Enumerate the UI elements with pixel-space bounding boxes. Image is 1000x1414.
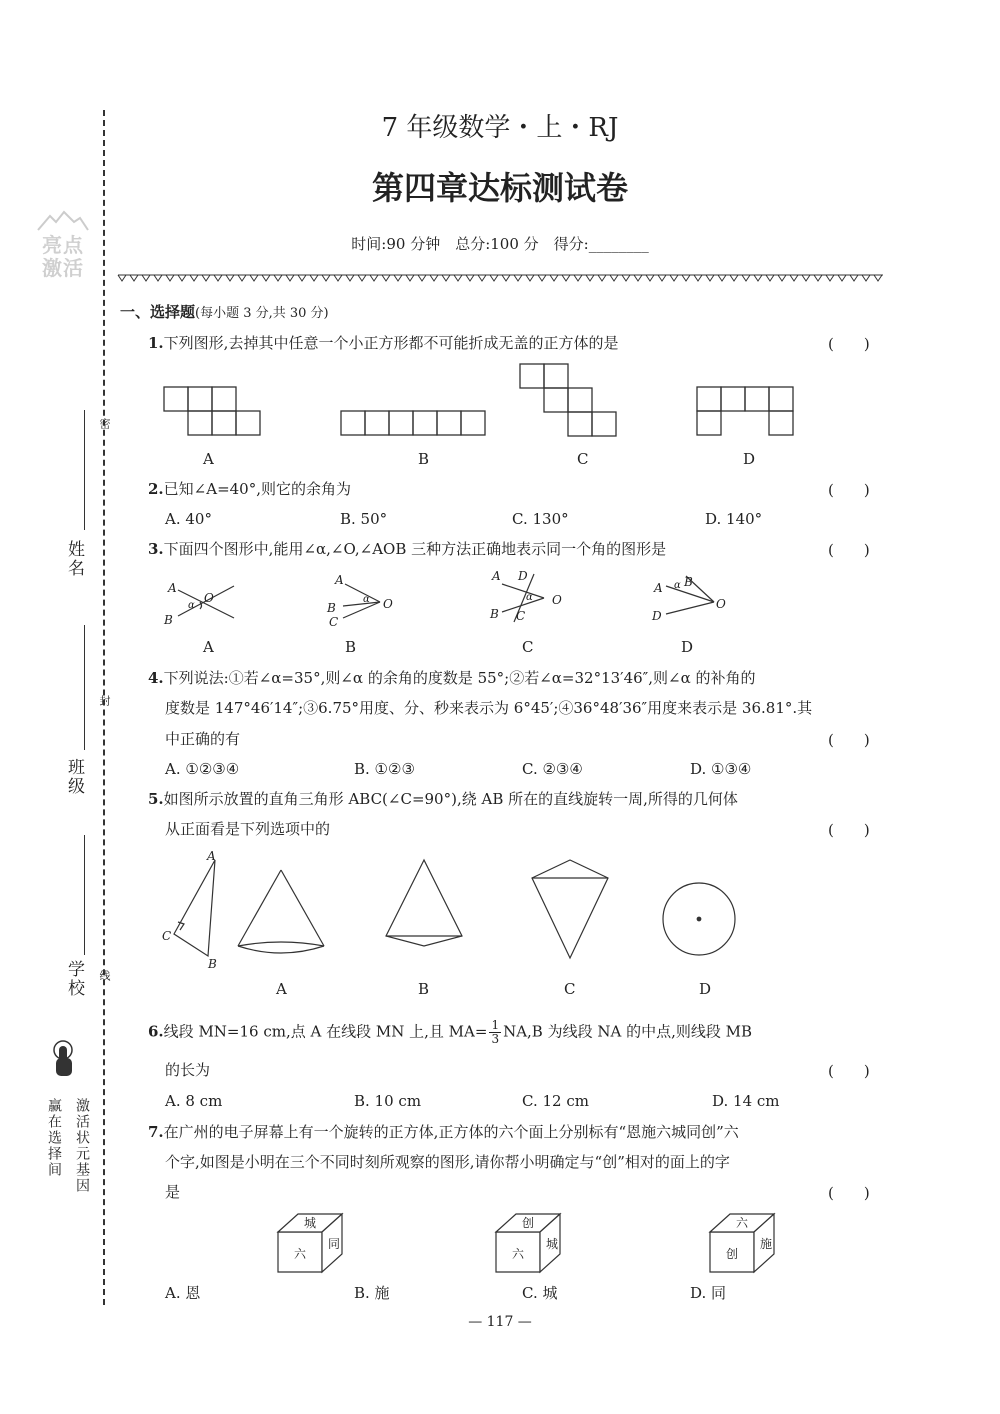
- q2-number: 2.: [148, 480, 164, 498]
- svg-text:D: D: [518, 569, 528, 583]
- q6-line1: [148, 1019, 752, 1046]
- q1-label-c: C: [577, 450, 589, 468]
- q6-stem-1a: 线段 MN=16 cm,点 A 在线段 MN 上,且 MA=: [163, 1022, 488, 1041]
- svg-text:B: B: [684, 575, 693, 589]
- q3-label-d: D: [681, 638, 694, 656]
- q5-stem-1: 如图所示放置的直角三角形 ABC(∠C=90°),绕 AB 所在的直线旋转一周,所得的几何体: [163, 790, 738, 808]
- q4-number: 4.: [148, 669, 164, 687]
- school-label: 学校: [64, 960, 84, 998]
- svg-text:A: A: [654, 581, 663, 595]
- q1-label-d: D: [743, 450, 756, 468]
- cube-drawing: [708, 1212, 780, 1274]
- q1-text: [148, 333, 618, 353]
- svg-text:O: O: [552, 593, 562, 607]
- q7-option-c[interactable]: C. 城: [522, 1284, 558, 1302]
- q2-answer-paren[interactable]: ( ): [828, 481, 870, 499]
- q3-number: 3.: [148, 540, 164, 558]
- q3-figure-a: [160, 572, 250, 632]
- svg-text:α: α: [674, 580, 681, 591]
- exam-info: 时间:90 分钟 总分:100 分 得分:________: [351, 235, 649, 253]
- q4-option-b[interactable]: B. ①②③: [354, 760, 415, 778]
- seal-feng: 封: [98, 695, 111, 708]
- q7-cube-2: [494, 1212, 566, 1278]
- svg-text:O: O: [716, 597, 726, 611]
- class-label: 班级: [64, 758, 84, 796]
- svg-text:B: B: [327, 601, 336, 615]
- q4-option-d[interactable]: D. ①③④: [690, 760, 752, 778]
- q5-label-a: A: [276, 980, 287, 998]
- q7-answer-paren[interactable]: ( ): [828, 1184, 870, 1202]
- q1-figure-c: [520, 364, 620, 439]
- svg-text:B: B: [164, 613, 173, 627]
- cube-front-face: 创: [726, 1247, 739, 1261]
- svg-text:B: B: [490, 607, 499, 621]
- q3-label-a: A: [203, 638, 214, 656]
- q6-frac-num: 1: [491, 1018, 500, 1032]
- subtitle: 7 年级数学・上・RJ: [381, 113, 619, 143]
- q1-label-b: B: [418, 450, 430, 468]
- cube-front-face: 六: [512, 1247, 525, 1261]
- q6-option-b[interactable]: B. 10 cm: [354, 1092, 422, 1110]
- q7-number: 7.: [148, 1123, 164, 1141]
- q3-figure-c: [488, 568, 578, 628]
- q7-line3: 是: [165, 1183, 181, 1201]
- cube-side-face: 城: [546, 1237, 559, 1251]
- q5-number: 5.: [148, 790, 164, 808]
- section-title: 一、选择题: [120, 303, 196, 321]
- svg-text:O: O: [204, 591, 214, 605]
- q1-label-a: A: [203, 450, 214, 468]
- svg-text:A: A: [168, 581, 177, 595]
- svg-text:C: C: [516, 609, 526, 623]
- q2-option-b[interactable]: B. 50°: [340, 510, 388, 528]
- cube-top-face: 六: [736, 1216, 749, 1230]
- q5-option-c-figure: [530, 858, 610, 968]
- q5-answer-paren[interactable]: ( ): [828, 821, 870, 839]
- svg-text:A: A: [492, 569, 501, 583]
- q5-label-b: B: [418, 980, 430, 998]
- name-label: 姓名: [64, 540, 84, 578]
- svg-text:O: O: [383, 597, 393, 611]
- q3-stem: 下面四个图形中,能用∠α,∠O,∠AOB 三种方法正确地表示同一个角的图形是: [163, 540, 667, 558]
- svg-text:α: α: [526, 592, 533, 603]
- q7-line2: 个字,如图是小明在三个不同时刻所观察的图形,请你帮小明确定与“创”相对的面上的字: [165, 1153, 730, 1171]
- q5-triangle-figure: [160, 850, 220, 970]
- q1-answer-paren[interactable]: ( ): [828, 335, 870, 353]
- q6-option-c[interactable]: C. 12 cm: [522, 1092, 589, 1110]
- class-underline: [84, 625, 85, 750]
- seal-xian: 线: [98, 970, 111, 983]
- q3-figure-b: [325, 572, 415, 632]
- q5-option-a-figure: [236, 868, 326, 968]
- cube-drawing: [494, 1212, 566, 1274]
- q7-cube-3: [708, 1212, 780, 1278]
- svg-text:α: α: [363, 594, 370, 605]
- q7-stem-1: 在广州的电子屏幕上有一个旋转的正方体,正方体的六个面上分别标有“恩施六城同创”六: [163, 1123, 739, 1141]
- q6-frac-den: 3: [491, 1032, 500, 1046]
- section-heading: [120, 302, 329, 324]
- q3-text: [148, 539, 666, 559]
- q7-line1: [148, 1122, 739, 1142]
- cube-front-face: 六: [294, 1247, 307, 1261]
- q5-line2: 从正面看是下列选项中的: [165, 820, 331, 838]
- svg-text:A: A: [207, 849, 216, 863]
- q6-number: 6.: [148, 1022, 164, 1041]
- logo-text: 亮点激活: [42, 233, 84, 280]
- seal-mi: 密: [98, 418, 111, 431]
- page-number: — 117 —: [468, 1314, 532, 1330]
- q4-stem-1: 下列说法:①若∠α=35°,则∠α 的余角的度数是 55°;②若∠α=32°13′46″,则∠α 的补角的: [163, 669, 756, 687]
- svg-text:D: D: [652, 609, 662, 623]
- q5-label-c: C: [564, 980, 576, 998]
- svg-text:C: C: [329, 615, 339, 629]
- q4-line2: 度数是 147°46′14″;③6.75°用度、分、秒来表示为 6°45′;④36°48′36″用度来表示是 36.81°.其: [165, 699, 813, 717]
- cube-top-face: 创: [522, 1216, 535, 1230]
- svg-text:α: α: [188, 600, 195, 611]
- svg-text:C: C: [162, 929, 172, 943]
- q6-answer-paren[interactable]: ( ): [828, 1062, 870, 1080]
- school-underline: [84, 835, 85, 955]
- q2-option-c[interactable]: C. 130°: [512, 510, 569, 528]
- q4-line3: 中正确的有: [165, 730, 241, 748]
- q5-line1: [148, 789, 738, 809]
- cube-top-face: 城: [304, 1216, 317, 1230]
- q6-option-d[interactable]: D. 14 cm: [712, 1092, 780, 1110]
- cube-drawing: [276, 1212, 348, 1274]
- q7-option-a[interactable]: A. 恩: [165, 1284, 201, 1302]
- svg-text:B: B: [208, 957, 217, 971]
- mountain-icon: [36, 208, 90, 232]
- q4-option-c[interactable]: C. ②③④: [522, 760, 583, 778]
- q4-line1: [148, 668, 756, 688]
- q3-figure-d: [650, 570, 740, 630]
- cube-side-face: 同: [328, 1237, 341, 1251]
- q1-figure-d: [697, 387, 797, 437]
- section-note: (每小题 3 分,共 30 分): [195, 306, 329, 321]
- q3-label-b: B: [345, 638, 357, 656]
- q5-option-b-figure: [384, 858, 464, 968]
- slogan-2: 赢在选择间: [46, 1098, 62, 1178]
- q4-answer-paren[interactable]: ( ): [828, 731, 870, 749]
- cube-side-face: 施: [760, 1237, 773, 1251]
- page-title: 第四章达标测试卷: [371, 169, 628, 207]
- q6-line2: 的长为: [165, 1061, 211, 1079]
- q7-option-d[interactable]: D. 同: [690, 1284, 727, 1302]
- q2-option-d[interactable]: D. 140°: [705, 510, 763, 528]
- q2-option-a[interactable]: A. 40°: [165, 510, 212, 528]
- q3-answer-paren[interactable]: ( ): [828, 541, 870, 559]
- q6-stem-1b: NA,B 为线段 NA 的中点,则线段 MB: [503, 1022, 753, 1041]
- q5-option-d-figure: [662, 882, 742, 962]
- q2-stem: 已知∠A=40°,则它的余角为: [163, 480, 351, 498]
- svg-text:A: A: [335, 573, 344, 587]
- q4-option-a[interactable]: A. ①②③④: [165, 760, 240, 778]
- decorative-divider: [118, 272, 883, 286]
- q7-option-b[interactable]: B. 施: [354, 1284, 390, 1302]
- q6-fraction: [489, 1019, 501, 1046]
- q3-label-c: C: [522, 638, 534, 656]
- q1-figure-b: [341, 411, 491, 441]
- q2-text: [148, 479, 351, 499]
- q7-cube-1: [276, 1212, 348, 1278]
- slogan-1: 激活状元基因: [74, 1098, 90, 1194]
- q1-figure-a: [164, 387, 264, 437]
- q1-stem: 下列图形,去掉其中任意一个小正方形都不可能折成无盖的正方体的是: [163, 334, 619, 352]
- q1-number: 1.: [148, 334, 164, 352]
- touch-hand-icon: [48, 1040, 78, 1080]
- q6-option-a[interactable]: A. 8 cm: [165, 1092, 223, 1110]
- q5-label-d: D: [699, 980, 712, 998]
- name-underline: [84, 410, 85, 530]
